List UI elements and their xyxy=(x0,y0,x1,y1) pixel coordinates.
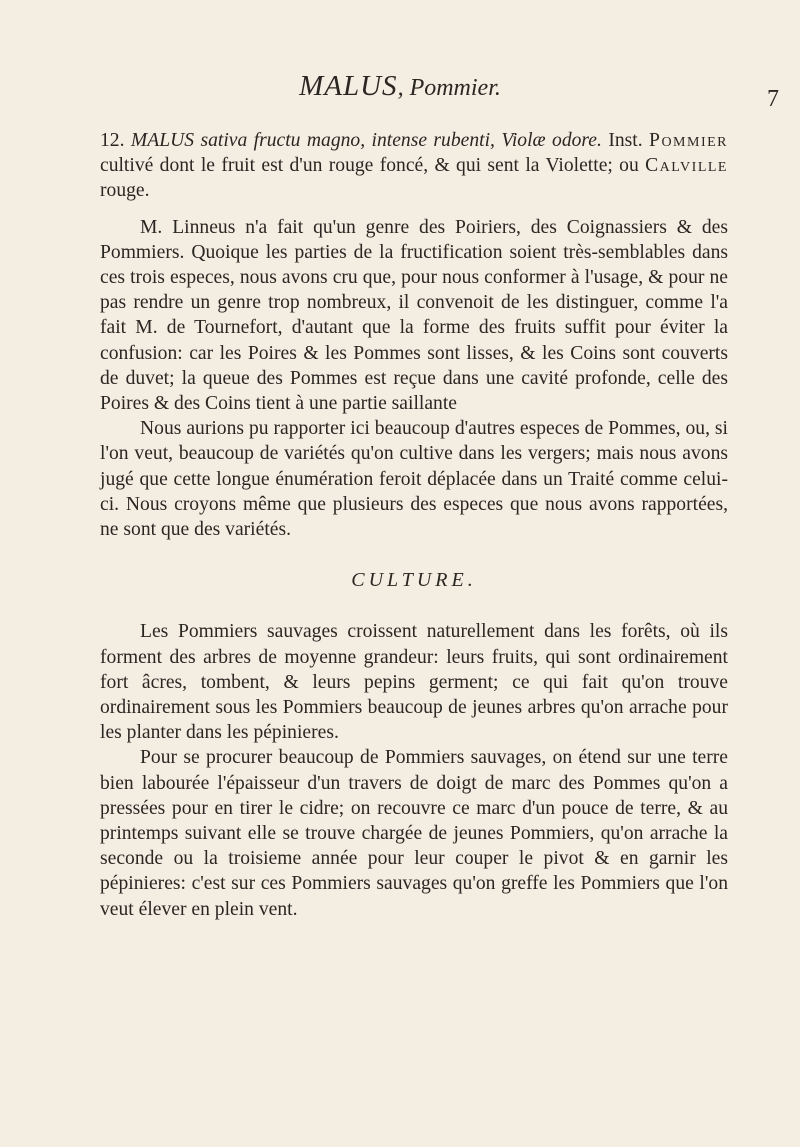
paragraph-linneus: M. Linneus n'a fait qu'un genre des Poiriers, des Coignassiers & des Pommiers. Quoique les parties de la fructification soient très-semblables dans ces trois especes, nous avons cru que, pour nous conformer à l'usage, & pour ne pas rendre un genre trop nombreux, il convenoit de les distinguer, comme l'a fait M. de Tournefort, d'autant que la forme des fruits suffit pour éviter la confusion: car les Poires & les Pommes sont lisses, & les Coins sont couverts de duvet; la queue des Pommes est reçue dans une cavité profonde, celle des Poires & des Coins tient à une partie saillante xyxy=(100,216,728,415)
entry-end: rouge. xyxy=(100,180,150,202)
paragraph-varieties: Nous aurions pu rapporter ici beaucoup d'autres especes de Pommes, ou, si l'on veut, beaucoup de variétés qu'on cultive dans les vergers; mais nous avons jugé que cette longue énumération feroit déplacée dans un Traité comme celui-ci. Nous croyons même que plusieurs des especes que nous avons rapportées, ne sont que des variétés. xyxy=(100,418,728,541)
paragraph-culture-1: Les Pommiers sauvages croissent naturellement dans les forêts, où ils forment des arbres de moyenne grandeur: leurs fruits, qui sont ordinairement fort âcres, tombent, & leurs pepins germent; ce qui fait qu'on trouve ordinairement sous les Pommiers beaucoup de jeunes arbres qu'on arrache pour les planter dans les pépinieres. xyxy=(100,621,728,744)
entry-latin-name: MALUS sativa fructu magno, intense rubenti, Violæ odore. xyxy=(130,130,602,151)
header-title: MALUS xyxy=(299,70,398,102)
entry-variety-name: Calville xyxy=(645,155,728,177)
entry-description: cultivé dont le fruit est d'un rouge foncé, & qui sent la Violette; ou xyxy=(100,155,639,177)
running-header xyxy=(0,70,800,103)
entry-reference: Inst. xyxy=(608,130,643,151)
paragraph-culture-2: Pour se procurer beaucoup de Pommiers sauvages, on étend sur une terre bien labourée l'épaisseur d'un travers de doigt de marc des Pommes qu'on a pressées pour en tirer le cidre; on recouvre ce marc d'un pouce de terre, & au printemps suivant elle se trouve chargée de jeunes Pommiers, qu'on arrache la seconde ou la troisieme année pour leur couper le pivot & en garnir les pépinieres: c'est sur ces Pommiers sauvages qu'on greffe les Pommiers que l'on veut élever en plein vent. xyxy=(100,747,728,920)
species-entry xyxy=(100,128,728,204)
body-text xyxy=(100,128,728,922)
section-title: CULTURE. xyxy=(351,569,477,592)
header-subtitle: , Pommier. xyxy=(397,75,501,101)
page-number: 7 xyxy=(767,86,779,112)
entry-common-name: Pommier xyxy=(649,130,729,151)
entry-number: 12. xyxy=(100,130,125,151)
